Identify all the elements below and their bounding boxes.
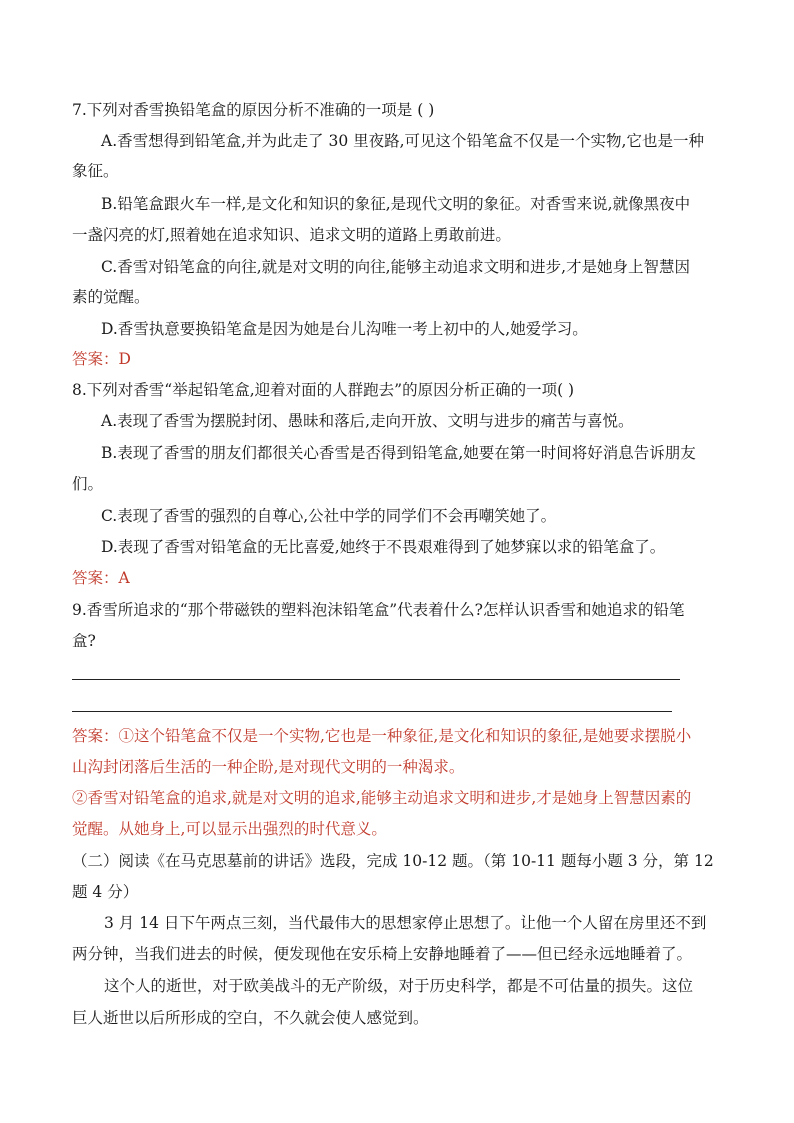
question-8-option-a: A.表现了香雪为摆脱封闭、愚昧和落后,走向开放、文明与进步的痛苦与喜悦。 <box>101 412 634 430</box>
question-7-stem: 7.下列对香雪换铅笔盒的原因分析不准确的一项是 ( ) <box>72 101 435 119</box>
question-8-stem: 8.下列对香雪“举起铅笔盒,迎着对面的人群跑去”的原因分析正确的一项( ) <box>72 381 575 399</box>
passage-line-4: 巨人逝世以后所形成的空白，不久就会使人感觉到。 <box>72 1009 429 1027</box>
section-2-intro: （二）阅读《在马克思墓前的讲话》选段，完成 10-12 题。（第 10-11 题每小题 3 分，第 12 <box>72 852 714 870</box>
question-8-answer: 答案：A <box>72 569 130 587</box>
question-7-option-b-cont: 一盏闪亮的灯,照着她在追求知识、追求文明的道路上勇敢前进。 <box>72 226 511 244</box>
question-9-answer-line-1: 答案：①这个铅笔盒不仅是一个实物,它也是一种象征,是文化和知识的象征,是她要求摆脱小 <box>72 727 692 745</box>
question-8-option-b-cont: 们。 <box>72 475 104 493</box>
question-7-option-c: C.香雪对铅笔盒的向往,就是对文明的向往,能够主动追求文明和进步,才是她身上智慧因 <box>101 258 691 276</box>
question-7-option-d: D.香雪执意要换铅笔盒是因为她是台儿沟唯一考上初中的人,她爱学习。 <box>101 320 588 338</box>
question-7-option-c-cont: 素的觉醒。 <box>72 288 150 306</box>
question-7-answer: 答案：D <box>72 350 131 368</box>
question-7-option-a: A.香雪想得到铅笔盒,并为此走了 30 里夜路,可见这个铅笔盒不仅是一个实物,它也是一种 <box>101 132 704 150</box>
section-2-intro-cont: 题 4 分） <box>72 883 139 901</box>
question-7-option-b: B.铅笔盒跟火车一样,是文化和知识的象征,是现代文明的象征。对香雪来说,就像黑夜中 <box>101 195 691 213</box>
answer-blank-line-2 <box>72 711 672 712</box>
question-8-option-d: D.表现了香雪对铅笔盒的无比喜爱,她终于不畏艰难得到了她梦寐以求的铅笔盒了。 <box>101 538 666 556</box>
question-9-stem-cont: 盒? <box>72 632 96 650</box>
answer-blank-line-1 <box>72 679 680 680</box>
question-8-option-b: B.表现了香雪的朋友们都很关心香雪是否得到铅笔盒,她要在第一时间将好消息告诉朋友 <box>101 444 696 462</box>
question-8-option-c: C.表现了香雪的强烈的自尊心,公社中学的同学们不会再嘲笑她了。 <box>101 507 557 525</box>
passage-line-3: 这个人的逝世，对于欧美战斗的无产阶级，对于历史科学，都是不可估量的损失。这位 <box>104 977 694 995</box>
question-9-answer-line-3: ②香雪对铅笔盒的追求,就是对文明的追求,能够主动追求文明和进步,才是她身上智慧因素的 <box>72 789 692 807</box>
question-9-answer-line-4: 觉醒。从她身上,可以显示出强烈的时代意义。 <box>72 820 387 838</box>
passage-line-1: 3 月 14 日下午两点三刻，当代最伟大的思想家停止思想了。让他一个人留在房里还不到 <box>104 914 707 932</box>
passage-line-2: 两分钟，当我们进去的时候，便发现他在安乐椅上安静地睡着了——但已经永远地睡着了。 <box>72 945 693 963</box>
question-7-option-a-cont: 象征。 <box>72 162 119 180</box>
question-9-stem: 9.香雪所追求的“那个带磁铁的塑料泡沫铅笔盒”代表着什么?怎样认识香雪和她追求的铅笔 <box>72 601 685 619</box>
question-9-answer-line-2: 山沟封闭落后生活的一种企盼,是对现代文明的一种渴求。 <box>72 758 465 776</box>
